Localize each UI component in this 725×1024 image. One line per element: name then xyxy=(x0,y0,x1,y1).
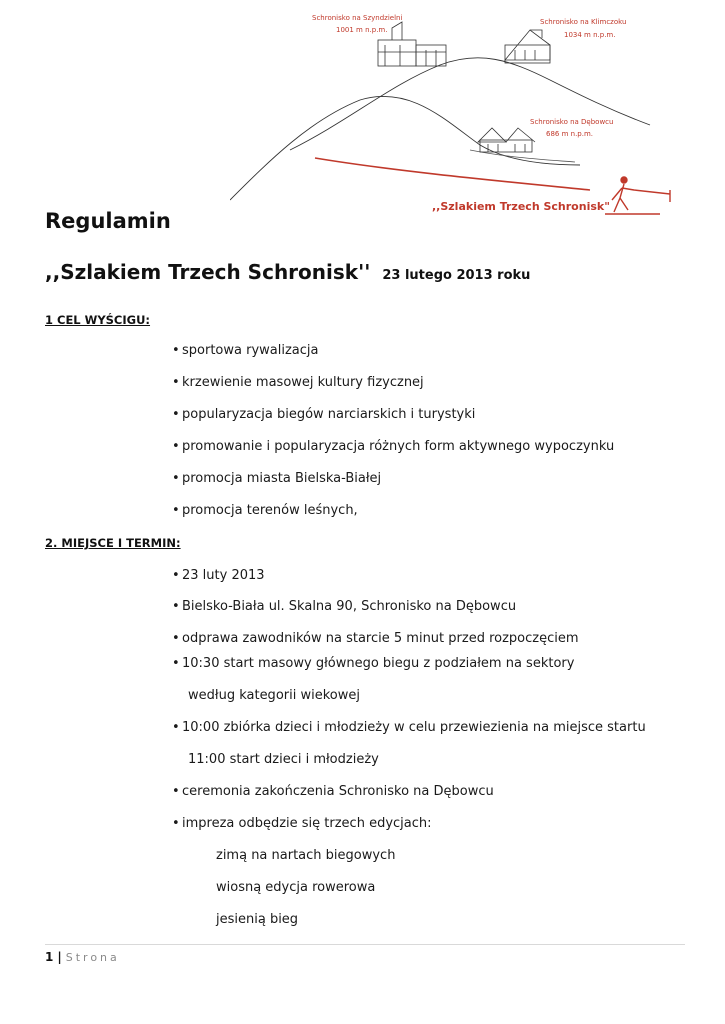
footer-separator: | xyxy=(57,950,62,964)
page-footer xyxy=(45,950,120,964)
event-date: 23 lutego 2013 roku xyxy=(382,268,531,283)
list-item: • 10:00 zbiórka dzieci i młodzieży w celu przewiezienia na miejsce startu xyxy=(172,720,646,735)
page-word: Strona xyxy=(65,951,120,964)
back-hill xyxy=(290,58,650,150)
page-number: 1 xyxy=(45,950,54,964)
list-item: • popularyzacja biegów narciarskich i turystyki xyxy=(172,407,476,422)
section1-heading: 1 CEL WYŚCIGU: xyxy=(45,313,151,327)
list-item: • odprawa zawodników na starcie 5 minut przed rozpoczęciem xyxy=(172,631,579,646)
list-item: • krzewienie masowej kultury fizycznej xyxy=(172,375,424,390)
page-title: Regulamin xyxy=(45,209,171,233)
list-item: • ceremonia zakończenia Schronisko na Dębowcu xyxy=(172,784,494,799)
list-item: • promocja terenów leśnych, xyxy=(172,503,358,518)
shelter3-name: Schronisko na Dębowcu xyxy=(530,118,614,126)
list-item: • 23 luty 2013 xyxy=(172,568,265,583)
list-item: • sportowa rywalizacja xyxy=(172,343,319,358)
sub-list-item: zimą na nartach biegowych xyxy=(216,848,396,863)
red-trail-line xyxy=(315,158,590,190)
event-subtitle xyxy=(45,260,530,284)
event-name: ,,Szlakiem Trzech Schronisk'' xyxy=(45,260,371,284)
list-item: • promocja miasta Bielska-Białej xyxy=(172,471,382,486)
list-item: • promowanie i popularyzacja różnych form aktywnego wypoczynku xyxy=(172,439,615,454)
shelter2-name: Schronisko na Klimczoku xyxy=(540,18,627,26)
slogan-label: ,,Szlakiem Trzech Schronisk" xyxy=(432,200,610,213)
shelter1-altitude: 1001 m n.p.m. xyxy=(336,26,388,34)
sub-list-item: wiosną edycja rowerowa xyxy=(216,880,376,895)
shelter1-name: Schronisko na Szyndzielni xyxy=(312,14,403,22)
list-item: • 10:30 start masowy głównego biegu z podziałem na sektory xyxy=(172,656,575,671)
skier-icon xyxy=(605,177,670,214)
list-item: • Bielsko-Biała ul. Skalna 90, Schronisko na Dębowcu xyxy=(172,599,517,614)
shelter2-altitude: 1034 m n.p.m. xyxy=(564,31,616,39)
list-item: • impreza odbędzie się trzech edycjach: xyxy=(172,816,432,831)
sub-list-item: jesienią bieg xyxy=(216,912,299,927)
shelter-klimczok-drawing xyxy=(505,30,550,63)
list-item-continuation: według kategorii wiekowej xyxy=(188,688,360,703)
footer-divider xyxy=(45,944,685,945)
shelter-szyndzielnia-drawing xyxy=(378,22,446,66)
list-item-continuation: 11:00 start dzieci i młodzieży xyxy=(188,752,379,767)
shelter3-altitude: 686 m n.p.m. xyxy=(546,130,594,138)
section2-heading: 2. MIEJSCE I TERMIN: xyxy=(45,536,181,550)
